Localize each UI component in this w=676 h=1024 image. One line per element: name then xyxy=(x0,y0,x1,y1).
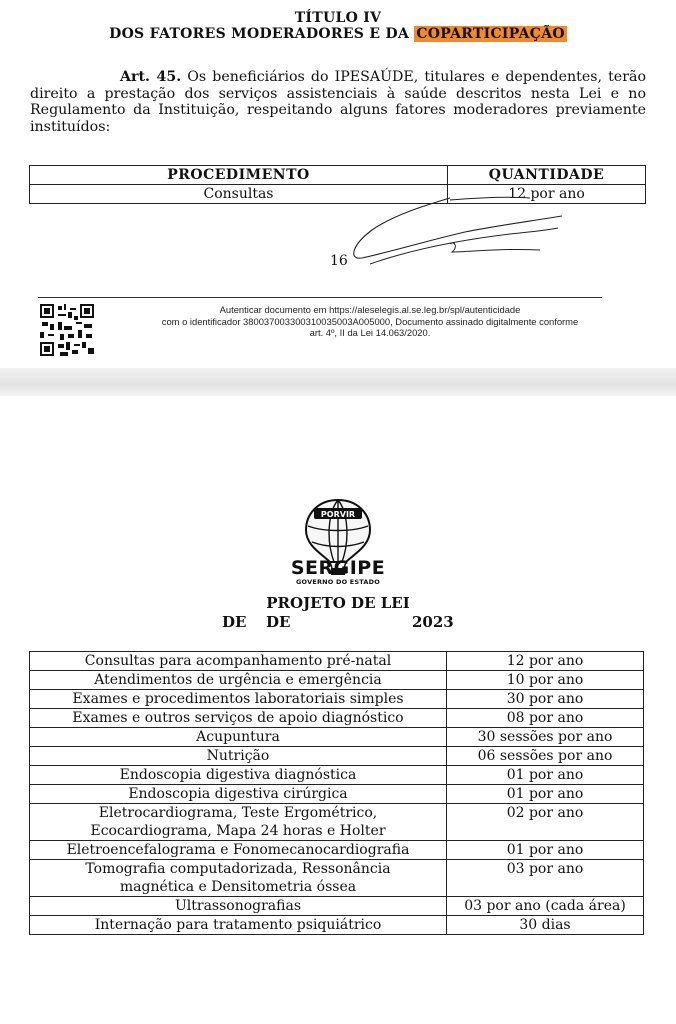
table-row xyxy=(30,709,644,728)
table-row xyxy=(30,804,644,841)
limits-table xyxy=(29,651,644,935)
cell-quantity: 30 sessões por ano xyxy=(447,728,644,747)
cell-procedure: Consultas para acompanhamento pré-natal xyxy=(30,652,447,671)
table-row xyxy=(30,690,644,709)
sergipe-wordmark xyxy=(280,558,396,586)
header-procedimento: PROCEDIMENTO xyxy=(30,166,448,185)
cell-procedure: Endoscopia digestiva diagnóstica xyxy=(30,766,447,785)
cell-procedure: Nutrição xyxy=(30,747,447,766)
cell-procedure: Eletrocardiograma, Teste Ergométrico, Ecocardiograma, Mapa 24 horas e Holter xyxy=(30,804,447,841)
bill-date-de-1: DE xyxy=(222,613,247,631)
cell-quantity: 08 por ano xyxy=(447,709,644,728)
cell-quantity: 03 por ano (cada área) xyxy=(447,897,644,916)
table-row xyxy=(30,916,644,935)
cell-procedure: Internação para tratamento psiquiátrico xyxy=(30,916,447,935)
article-label: Art. 45. xyxy=(120,69,182,85)
cell-quantity: 02 por ano xyxy=(447,804,644,841)
table-row xyxy=(30,841,644,860)
cell-procedure: Eletroencefalograma e Fonomecanocardiografia xyxy=(30,841,447,860)
title-line-1: TÍTULO IV xyxy=(294,10,382,26)
cell-quantity: 12 por ano xyxy=(448,185,646,204)
cell-quantity: 06 sessões por ano xyxy=(447,747,644,766)
brand-subtitle: GOVERNO DO ESTADO xyxy=(296,578,380,586)
brand-name: SERGIPE xyxy=(290,557,386,579)
cell-quantity: 01 por ano xyxy=(447,766,644,785)
bill-heading: PROJETO DE LEI xyxy=(266,594,410,612)
highlighted-term: COPARTICIPAÇÃO xyxy=(416,26,565,42)
table-row xyxy=(30,897,644,916)
auth-line-3: art. 4º, II da Lei 14.063/2020. xyxy=(309,327,431,338)
header-quantidade: QUANTIDADE xyxy=(448,166,646,185)
cell-quantity: 12 por ano xyxy=(447,652,644,671)
cell-procedure: Consultas xyxy=(30,185,448,204)
cell-procedure: Ultrassonografias xyxy=(30,897,447,916)
cell-quantity: 30 dias xyxy=(447,916,644,935)
title-heading xyxy=(0,10,676,42)
article-text: Os beneficiários do IPESAÚDE, titulares e dependentes, terão direito a prestação dos serviços assistenciais à saúde descritos nesta Lei e no Regulamento da Instituição, respeitando alguns fatores moderadores previamente instituídos: xyxy=(30,69,646,135)
title-line-2-text: DOS FATORES MODERADORES E DA xyxy=(109,26,410,42)
cell-quantity: 10 por ano xyxy=(447,671,644,690)
cell-procedure: Tomografia computadorizada, Ressonância magnética e Densitometria óssea xyxy=(30,860,447,897)
table-row xyxy=(30,766,644,785)
cell-quantity: 30 por ano xyxy=(447,690,644,709)
cell-procedure: Exames e procedimentos laboratoriais simples xyxy=(30,690,447,709)
table-header-row xyxy=(30,166,646,185)
logo-banner-text: PORVIR xyxy=(320,510,356,519)
cell-procedure: Endoscopia digestiva cirúrgica xyxy=(30,785,447,804)
table-row xyxy=(30,747,644,766)
table-row xyxy=(30,860,644,897)
bill-year: 2023 xyxy=(412,613,454,631)
cell-quantity: 03 por ano xyxy=(447,860,644,897)
title-line-2 xyxy=(0,26,676,42)
cell-quantity: 01 por ano xyxy=(447,841,644,860)
bill-date-de-2: DE xyxy=(266,613,291,631)
page-number: 16 xyxy=(330,253,348,269)
qr-code-icon xyxy=(40,304,94,356)
cell-procedure: Acupuntura xyxy=(30,728,447,747)
table-row xyxy=(30,785,644,804)
cell-procedure: Atendimentos de urgência e emergência xyxy=(30,671,447,690)
article-paragraph xyxy=(30,69,646,135)
auth-line-2: com o identificador 380037003300310035003A005000, Documento assinado digitalmente conforme xyxy=(161,315,579,327)
cell-quantity: 01 por ano xyxy=(447,785,644,804)
document-page-16 xyxy=(0,0,676,368)
table-row xyxy=(30,652,644,671)
footer-divider xyxy=(38,297,602,298)
table-row xyxy=(30,728,644,747)
table-row xyxy=(30,671,644,690)
authentication-notice xyxy=(110,304,630,339)
cell-procedure: Exames e outros serviços de apoio diagnóstico xyxy=(30,709,447,728)
page-separator xyxy=(0,368,676,396)
auth-line-1: Autenticar documento em https://aleselegis.al.se.leg.br/spl/autenticidade xyxy=(219,304,521,315)
